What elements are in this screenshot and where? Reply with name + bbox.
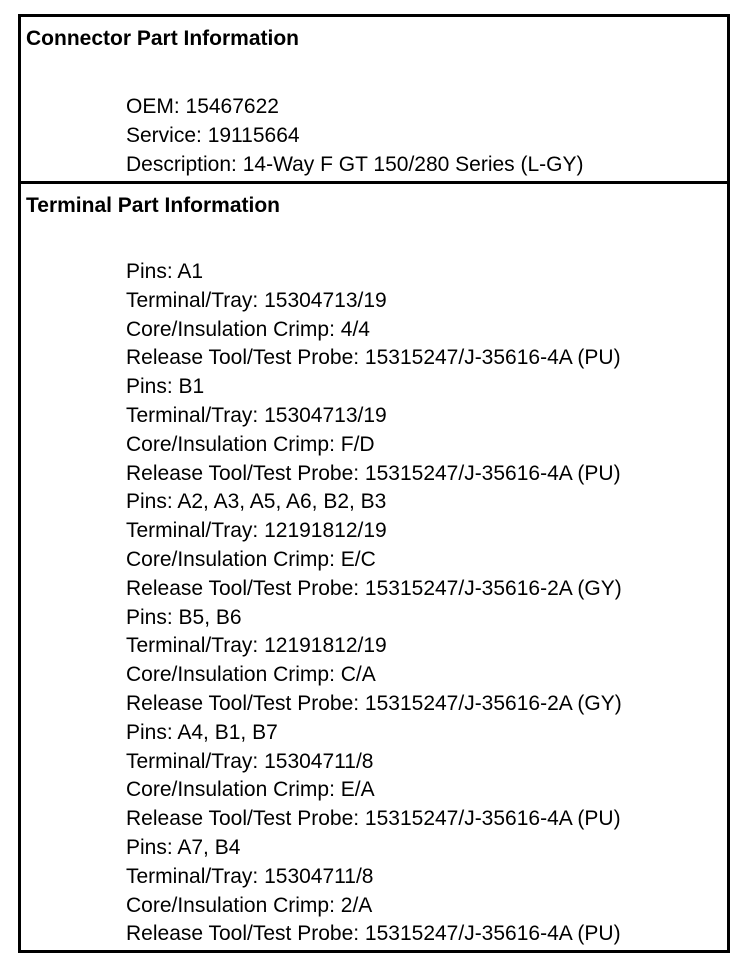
field-value: 15315247/J-35616-4A (PU): [364, 346, 621, 370]
description-field: [126, 151, 727, 180]
field-value: 12191812/19: [264, 519, 387, 543]
field-value: 14-Way F GT 150/280 Series (L-GY): [242, 152, 584, 176]
field-label: Terminal/Tray :: [126, 289, 264, 312]
pins-line: [126, 604, 727, 633]
field-label: Terminal/Tray :: [126, 750, 264, 773]
field-value: E/A: [340, 778, 375, 802]
field-label: Release Tool/Test Probe :: [126, 922, 365, 945]
pins-line: [126, 719, 727, 748]
field-label: Terminal/Tray :: [126, 865, 264, 888]
terminal-tray-line: [126, 287, 727, 316]
field-value: 15315247/J-35616-2A (GY): [364, 576, 622, 600]
pins-line: [126, 488, 727, 517]
field-label: Description :: [126, 153, 243, 176]
field-value: 15304711/8: [264, 749, 374, 773]
field-label: Core/Insulation Crimp :: [126, 778, 341, 801]
pins-line: [126, 258, 727, 287]
terminal-tray-line: [126, 632, 727, 661]
terminal-tray-line: [126, 517, 727, 546]
field-label: Release Tool/Test Probe :: [126, 462, 365, 485]
pins-line: [126, 373, 727, 402]
field-value: 15304711/8: [264, 864, 374, 888]
release-tool-test-probe-line: [126, 805, 727, 834]
field-value: A4, B1, B7: [177, 720, 278, 744]
service-field: [126, 122, 727, 151]
release-tool-test-probe-line: [126, 920, 727, 949]
field-value: 12191812/19: [264, 634, 387, 658]
field-value: 15315247/J-35616-4A (PU): [364, 922, 621, 946]
field-value: B5, B6: [178, 605, 242, 629]
pins-line: [126, 834, 727, 863]
field-label: Core/Insulation Crimp :: [126, 548, 341, 571]
field-value: 15315247/J-35616-2A (GY): [364, 691, 622, 715]
field-label: Release Tool/Test Probe :: [126, 346, 365, 369]
field-label: Terminal/Tray :: [126, 519, 264, 542]
field-value: A7, B4: [177, 835, 241, 859]
connector-info-table: [18, 14, 730, 953]
field-value: A2, A3, A5, A6, B2, B3: [177, 490, 387, 514]
core-insulation-crimp-line: [126, 316, 727, 345]
field-label: Pins :: [126, 721, 177, 744]
field-label: Core/Insulation Crimp :: [126, 318, 341, 341]
terminal-field-list: [126, 258, 727, 949]
release-tool-test-probe-line: [126, 690, 727, 719]
field-value: F/D: [340, 432, 375, 456]
field-label: OEM :: [126, 95, 186, 118]
field-label: Terminal/Tray :: [126, 404, 264, 427]
connector-field-list: [126, 93, 727, 179]
field-label: Pins :: [126, 836, 177, 859]
field-value: 15315247/J-35616-4A (PU): [364, 461, 621, 485]
field-value: E/C: [340, 547, 376, 571]
field-label: Terminal/Tray :: [126, 634, 264, 657]
release-tool-test-probe-line: [126, 344, 727, 373]
field-value: 15467622: [185, 95, 279, 118]
oem-field: [126, 93, 727, 122]
field-value: A1: [177, 260, 204, 283]
field-value: 2/A: [340, 893, 373, 917]
core-insulation-crimp-line: [126, 661, 727, 690]
core-insulation-crimp-line: [126, 892, 727, 921]
field-value: 19115664: [207, 123, 300, 147]
field-value: 15304713/19: [264, 403, 387, 427]
field-label: Release Tool/Test Probe :: [126, 577, 365, 600]
field-label: Core/Insulation Crimp :: [126, 894, 341, 917]
field-label: Pins :: [126, 260, 177, 283]
core-insulation-crimp-line: [126, 431, 727, 460]
field-value: 15304713/19: [264, 288, 387, 312]
terminal-tray-line: [126, 863, 727, 892]
release-tool-test-probe-line: [126, 575, 727, 604]
field-label: Core/Insulation Crimp :: [126, 433, 341, 456]
terminal-part-title: Terminal Part Information: [26, 194, 280, 217]
field-label: Pins :: [126, 375, 179, 398]
field-label: Service :: [126, 124, 208, 147]
terminal-tray-line: [126, 402, 727, 431]
terminal-tray-line: [126, 748, 727, 777]
core-insulation-crimp-line: [126, 776, 727, 805]
field-value: 15315247/J-35616-4A (PU): [364, 807, 621, 831]
connector-part-section: [21, 17, 727, 184]
field-label: Pins :: [126, 606, 179, 629]
field-label: Pins :: [126, 490, 177, 513]
core-insulation-crimp-line: [126, 546, 727, 575]
field-label: Release Tool/Test Probe :: [126, 692, 365, 715]
field-value: B1: [178, 375, 205, 399]
release-tool-test-probe-line: [126, 460, 727, 489]
field-value: C/A: [340, 663, 376, 687]
field-value: 4/4: [340, 317, 370, 341]
connector-part-title: Connector Part Information: [26, 27, 300, 50]
field-label: Release Tool/Test Probe :: [126, 807, 365, 830]
terminal-part-section: [21, 184, 727, 950]
field-label: Core/Insulation Crimp :: [126, 663, 341, 686]
